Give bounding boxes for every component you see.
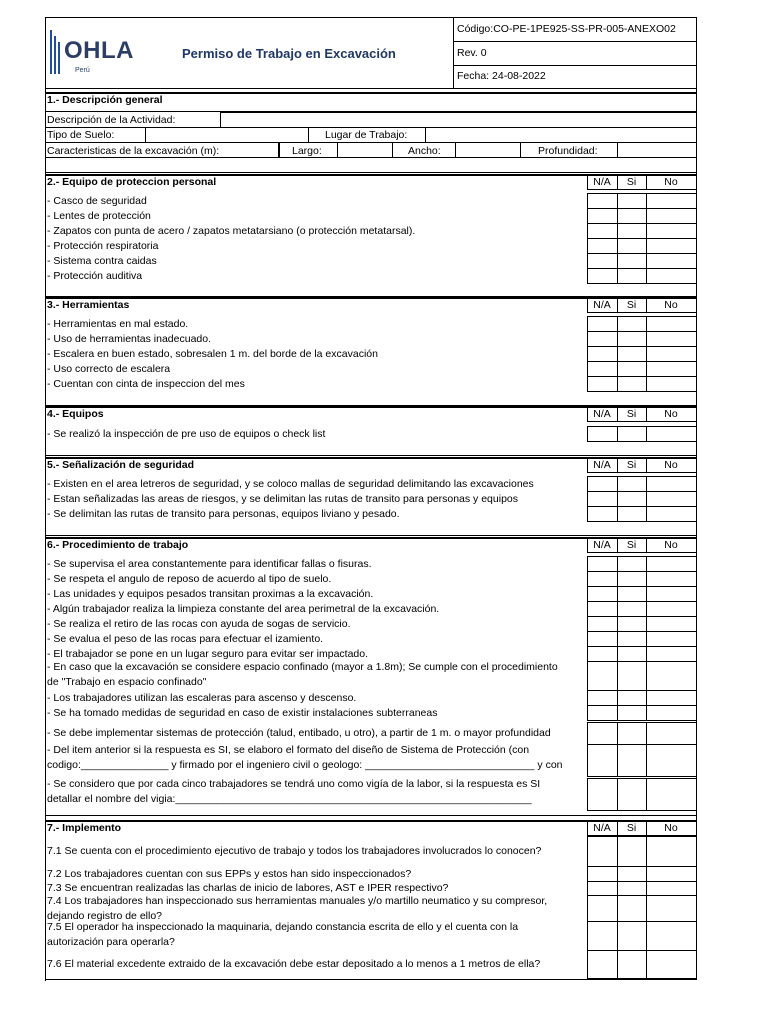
s4-col-si-label: Si xyxy=(626,408,637,420)
s7-item-text: 7.1 Se cuenta con el procedimiento ejecutivo de trabajo y todos los trabajadores involucrados lo conocen? xyxy=(47,845,542,857)
s6-row10-si-checkbox[interactable] xyxy=(617,705,647,721)
s2-row4-si-checkbox[interactable] xyxy=(617,238,647,254)
s6-row10-no-checkbox[interactable] xyxy=(646,705,697,721)
s2-item-text: - Casco de seguridad xyxy=(47,194,147,207)
s6-item-text: - En caso que la excavación se considere espacio confinado (mayor a 1.8m); Se cumple con el procedimiento xyxy=(47,661,558,673)
s6-item-text: - Se evalua el peso de las rocas para efectuar el izamiento. xyxy=(47,632,324,645)
s3-col-na-label: N/A xyxy=(593,299,611,311)
s2-item-text: - Protección auditiva xyxy=(47,269,143,282)
s6-row13-no-checkbox[interactable] xyxy=(646,778,697,811)
s2-row6-na-checkbox[interactable] xyxy=(587,268,618,284)
s6-row9-si-checkbox[interactable] xyxy=(617,690,647,706)
s6-row6-si-checkbox[interactable] xyxy=(617,631,647,647)
s7-row4-si-checkbox[interactable] xyxy=(617,895,647,922)
s7-row5-no-checkbox[interactable] xyxy=(646,921,697,951)
s3-row5-na-checkbox[interactable] xyxy=(587,376,618,392)
s6-item-text: - Algún trabajador realiza la limpieza constante del area perimetral de la excavación. xyxy=(47,602,440,615)
s6-col-si-label: Si xyxy=(626,539,637,551)
s7-row5-na-checkbox[interactable] xyxy=(587,921,618,951)
s7-bottom-rule xyxy=(45,979,697,980)
logo-text: OHLA xyxy=(64,37,134,64)
s7-row1-no-checkbox[interactable] xyxy=(646,836,697,867)
s2-row1-si-checkbox[interactable] xyxy=(617,193,647,209)
s2-row4-no-checkbox[interactable] xyxy=(646,238,697,254)
s2-row2-si-checkbox[interactable] xyxy=(617,208,647,224)
s3-row4-si-checkbox[interactable] xyxy=(617,361,647,377)
s2-row1-na-checkbox[interactable] xyxy=(587,193,618,209)
s6-row3-na-checkbox[interactable] xyxy=(587,586,618,602)
s6-row3-no-checkbox[interactable] xyxy=(646,586,697,602)
s5-row1-si-checkbox[interactable] xyxy=(617,476,647,492)
s5-row3-na-checkbox[interactable] xyxy=(587,506,618,522)
s5-item-text: - Se delimitan las rutas de transito para personas, equipos liviano y pesado. xyxy=(47,507,400,520)
s7-item-text: dejando registro de ello? xyxy=(47,910,162,922)
s4-bottom-rule xyxy=(45,455,697,456)
tipo-suelo-field[interactable] xyxy=(145,127,309,143)
s3-row2-no-checkbox[interactable] xyxy=(646,331,697,347)
s7-item-text: 7.2 Los trabajadores cuentan con sus EPPs y estos han sido inspeccionados? xyxy=(47,867,412,880)
s6-item-text: detallar el nombre del vigia:_____________________________________________________________ xyxy=(47,793,532,805)
s6-row3-si-checkbox[interactable] xyxy=(617,586,647,602)
s3-row3-si-checkbox[interactable] xyxy=(617,346,647,362)
s5-row3-si-checkbox[interactable] xyxy=(617,506,647,522)
s2-row5-no-checkbox[interactable] xyxy=(646,253,697,269)
s7-item-text: 7.3 Se encuentran realizadas las charlas de inicio de labores, AST e IPER respectivo? xyxy=(47,882,449,894)
s6-row5-si-checkbox[interactable] xyxy=(617,616,647,632)
s2-row5-si-checkbox[interactable] xyxy=(617,253,647,269)
s1-caracteristicas-label: Caracteristicas de la excavación (m): xyxy=(47,145,220,157)
s6-row12-si-checkbox[interactable] xyxy=(617,744,647,777)
s3-item-text: - Uso de herramientas inadecuado. xyxy=(47,332,212,345)
s3-row4-no-checkbox[interactable] xyxy=(646,361,697,377)
s3-col-no-label: No xyxy=(664,299,678,311)
s2-row6-si-checkbox[interactable] xyxy=(617,268,647,284)
doc-rev: Rev. 0 xyxy=(457,47,487,59)
s3-row1-si-checkbox[interactable] xyxy=(617,316,647,332)
s4-col-na-label: N/A xyxy=(593,408,611,420)
s6-row1-no-checkbox[interactable] xyxy=(646,556,697,572)
s2-row4-na-checkbox[interactable] xyxy=(587,238,618,254)
s6-row2-si-checkbox[interactable] xyxy=(617,571,647,587)
s3-row4-na-checkbox[interactable] xyxy=(587,361,618,377)
s6-row11-na-checkbox[interactable] xyxy=(587,722,618,745)
s3-row2-na-checkbox[interactable] xyxy=(587,331,618,347)
s4-row1-no-checkbox[interactable] xyxy=(646,426,697,442)
s7-row6-na-checkbox[interactable] xyxy=(587,950,618,979)
s7-row1-si-checkbox[interactable] xyxy=(617,836,647,867)
s2-row2-na-checkbox[interactable] xyxy=(587,208,618,224)
s6-item-text: - Se supervisa el area constantemente para identificar fallas o fisuras. xyxy=(47,557,372,570)
s6-row7-si-checkbox[interactable] xyxy=(617,646,647,662)
s7-row2-no-checkbox[interactable] xyxy=(646,866,697,882)
s7-row4-na-checkbox[interactable] xyxy=(587,895,618,922)
s5-col-no-label: No xyxy=(664,459,678,471)
s5-title: 5.- Señalización de seguridad xyxy=(47,459,195,471)
s2-row6-no-checkbox[interactable] xyxy=(646,268,697,284)
s3-row3-no-checkbox[interactable] xyxy=(646,346,697,362)
s6-row4-si-checkbox[interactable] xyxy=(617,601,647,617)
doc-date: Fecha: 24-08-2022 xyxy=(457,70,546,82)
s6-item-text: - Se debe implementar sistemas de protección (talud, entibado, u otro), a partir de 1 m. o mayor profundidad xyxy=(47,727,551,739)
ancho-field[interactable] xyxy=(455,142,521,158)
s7-title: 7.- Implemento xyxy=(47,822,122,834)
s1-ancho-label: Ancho: xyxy=(408,145,441,157)
s6-row8-si-checkbox[interactable] xyxy=(617,661,647,691)
s7-item-text: 7.4 Los trabajadores han inspeccionado sus herramientas manuales y/o martillo neumatico y su compresor, xyxy=(47,895,548,907)
s5-row3-no-checkbox[interactable] xyxy=(646,506,697,522)
s6-row7-na-checkbox[interactable] xyxy=(587,646,618,662)
s2-row3-na-checkbox[interactable] xyxy=(587,223,618,239)
s2-col-si-label: Si xyxy=(626,176,637,188)
s7-row2-na-checkbox[interactable] xyxy=(587,866,618,882)
s2-col-no-label: No xyxy=(664,176,678,188)
s4-item-text: - Se realizó la inspección de pre uso de equipos o check list xyxy=(47,427,326,440)
s6-row8-no-checkbox[interactable] xyxy=(646,661,697,691)
s2-item-text: - Lentes de protección xyxy=(47,209,151,222)
profundidad-field[interactable] xyxy=(617,142,697,158)
s5-item-text: - Estan señalizadas las areas de riesgos, y se delimitan las rutas de transito para personas y equipos xyxy=(47,492,519,505)
s7-row4-no-checkbox[interactable] xyxy=(646,895,697,922)
s3-row2-si-checkbox[interactable] xyxy=(617,331,647,347)
s6-item-text: - El trabajador se pone en un lugar seguro para evitar ser impactado. xyxy=(47,647,369,660)
s1-largo-label: Largo: xyxy=(292,145,322,157)
s7-item-text: 7.6 El material excedente extraido de la excavación debe estar depositado a lo menos a 1 metros de ella? xyxy=(47,958,541,970)
s2-item-text: - Protección respiratoria xyxy=(47,239,159,252)
s3-row1-na-checkbox[interactable] xyxy=(587,316,618,332)
s6-item-text: - Los trabajadores utilizan las escaleras para ascenso y descenso. xyxy=(47,691,357,704)
s4-row1-si-checkbox[interactable] xyxy=(617,426,647,442)
s6-item-text: codigo:_______________ y firmado por el ingeniero civil o geologo: _____________________________ y con xyxy=(47,759,563,771)
s1-lugar-label: Lugar de Trabajo: xyxy=(325,129,408,141)
s1-profundidad-label: Profundidad: xyxy=(538,145,598,157)
s7-row3-no-checkbox[interactable] xyxy=(646,881,697,896)
s5-row2-si-checkbox[interactable] xyxy=(617,491,647,507)
s6-row9-no-checkbox[interactable] xyxy=(646,690,697,706)
logo-sub: Perú xyxy=(75,67,90,74)
s6-row7-no-checkbox[interactable] xyxy=(646,646,697,662)
s5-col-si-label: Si xyxy=(626,459,637,471)
s7-row6-no-checkbox[interactable] xyxy=(646,950,697,979)
s7-row3-na-checkbox[interactable] xyxy=(587,881,618,896)
lugar-field[interactable] xyxy=(425,127,697,143)
s6-row2-no-checkbox[interactable] xyxy=(646,571,697,587)
s6-row1-na-checkbox[interactable] xyxy=(587,556,618,572)
s6-item-text: - Del item anterior si la respuesta es SI, se elaboro el formato del diseño de Sistema de Protección (con xyxy=(47,744,530,756)
s6-col-no-label: No xyxy=(664,539,678,551)
s6-row12-no-checkbox[interactable] xyxy=(646,744,697,777)
s3-item-text: - Cuentan con cinta de inspeccion del mes xyxy=(47,377,245,390)
doc-code: Código:CO-PE-1PE925-SS-PR-005-ANEXO02 xyxy=(457,23,676,35)
s3-item-text: - Herramientas en mal estado. xyxy=(47,317,189,330)
s5-row2-na-checkbox[interactable] xyxy=(587,491,618,507)
s6-row9-na-checkbox[interactable] xyxy=(587,690,618,706)
s7-row5-si-checkbox[interactable] xyxy=(617,921,647,951)
s5-row1-no-checkbox[interactable] xyxy=(646,476,697,492)
largo-field[interactable] xyxy=(337,142,393,158)
s2-row5-na-checkbox[interactable] xyxy=(587,253,618,269)
s3-row1-no-checkbox[interactable] xyxy=(646,316,697,332)
s7-col-na-label: N/A xyxy=(593,822,611,834)
s5-col-na-label: N/A xyxy=(593,459,611,471)
s3-col-si-label: Si xyxy=(626,299,637,311)
s7-item-text: autorización para operarla? xyxy=(47,936,175,948)
s4-title: 4.- Equipos xyxy=(47,408,104,420)
s1-tipo-suelo-label: Tipo de Suelo: xyxy=(47,129,115,141)
s6-row5-na-checkbox[interactable] xyxy=(587,616,618,632)
s7-row1-na-checkbox[interactable] xyxy=(587,836,618,867)
s6-row13-si-checkbox[interactable] xyxy=(617,778,647,811)
s6-row5-no-checkbox[interactable] xyxy=(646,616,697,632)
s2-item-text: - Sistema contra caidas xyxy=(47,254,157,267)
s2-title: 2.- Equipo de proteccion personal xyxy=(47,176,217,188)
s6-item-text: - Se respeta el angulo de reposo de acuerdo al tipo de suelo. xyxy=(47,572,332,585)
s3-item-text: - Escalera en buen estado, sobresalen 1 m. del borde de la excavación xyxy=(47,347,378,360)
s6-row4-no-checkbox[interactable] xyxy=(646,601,697,617)
s6-bottom-rule xyxy=(45,815,697,816)
s6-row2-na-checkbox[interactable] xyxy=(587,571,618,587)
s6-row8-na-checkbox[interactable] xyxy=(587,661,618,691)
s4-col-no-label: No xyxy=(664,408,678,420)
s3-row5-no-checkbox[interactable] xyxy=(646,376,697,392)
s6-row4-na-checkbox[interactable] xyxy=(587,601,618,617)
s7-row6-si-checkbox[interactable] xyxy=(617,950,647,979)
s6-item-text: - Se ha tomado medidas de seguridad en caso de existir instalaciones subterraneas xyxy=(47,706,438,719)
s1-descripcion-label: Descripción de la Actividad: xyxy=(47,114,176,126)
caracteristicas-field[interactable] xyxy=(278,142,280,158)
s6-row13-na-checkbox[interactable] xyxy=(587,778,618,811)
s5-row2-no-checkbox[interactable] xyxy=(646,491,697,507)
s7-col-no-label: No xyxy=(664,822,678,834)
page-title: Permiso de Trabajo en Excavación xyxy=(182,46,396,61)
s2-item-text: - Zapatos con punta de acero / zapatos metatarsiano (o protección metatarsal). xyxy=(47,224,416,237)
s6-row11-si-checkbox[interactable] xyxy=(617,722,647,745)
s6-row6-na-checkbox[interactable] xyxy=(587,631,618,647)
s6-row11-no-checkbox[interactable] xyxy=(646,722,697,745)
s6-item-text: - Las unidades y equipos pesados transitan proximas a la excavación. xyxy=(47,587,374,600)
s6-item-text: de "Trabajo en espacio confinado" xyxy=(47,676,207,688)
s6-row10-na-checkbox[interactable] xyxy=(587,705,618,721)
s3-row5-si-checkbox[interactable] xyxy=(617,376,647,392)
s3-row3-na-checkbox[interactable] xyxy=(587,346,618,362)
s2-row3-si-checkbox[interactable] xyxy=(617,223,647,239)
s7-row3-si-checkbox[interactable] xyxy=(617,881,647,896)
s3-title: 3.- Herramientas xyxy=(47,299,130,311)
s5-row1-na-checkbox[interactable] xyxy=(587,476,618,492)
s2-col-na-label: N/A xyxy=(593,176,611,188)
s2-row3-no-checkbox[interactable] xyxy=(646,223,697,239)
s1-title: 1.- Descripción general xyxy=(47,94,163,106)
s2-row1-no-checkbox[interactable] xyxy=(646,193,697,209)
s5-item-text: - Existen en el area letreros de seguridad, y se coloco mallas de seguridad delimitando las excavaciones xyxy=(47,477,534,490)
s6-title: 6.- Procedimiento de trabajo xyxy=(47,539,189,551)
s6-item-text: - Se considero que por cada cinco trabajadores se tendrá uno como vigía de la labor, si la respuesta es SI xyxy=(47,778,541,790)
s6-row6-no-checkbox[interactable] xyxy=(646,631,697,647)
s4-row1-na-checkbox[interactable] xyxy=(587,426,618,442)
s7-item-text: 7.5 El operador ha inspeccionado la maquinaria, dejando constancia escrita de ello y el cuenta con la xyxy=(47,921,519,933)
descripcion-field[interactable] xyxy=(220,112,697,128)
s7-row2-si-checkbox[interactable] xyxy=(617,866,647,882)
s6-col-na-label: N/A xyxy=(593,539,611,551)
s5-bottom-rule xyxy=(45,535,697,536)
s7-col-si-label: Si xyxy=(626,822,637,834)
s3-item-text: - Uso correcto de escalera xyxy=(47,362,171,375)
s6-row12-na-checkbox[interactable] xyxy=(587,744,618,777)
s6-item-text: - Se realiza el retiro de las rocas con ayuda de sogas de servicio. xyxy=(47,617,351,630)
s2-row2-no-checkbox[interactable] xyxy=(646,208,697,224)
s6-row1-si-checkbox[interactable] xyxy=(617,556,647,572)
